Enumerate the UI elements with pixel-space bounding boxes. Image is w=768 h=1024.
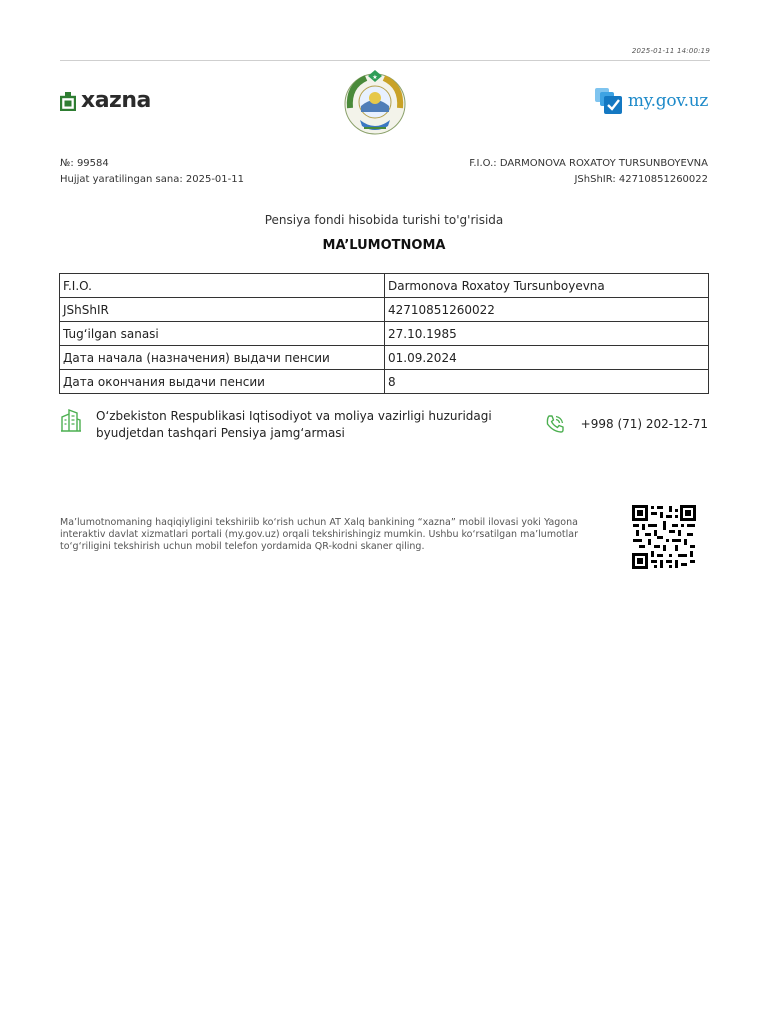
table-row <box>60 346 709 370</box>
holder-jshshir: JShShIR: 42710851260022 <box>574 174 708 185</box>
xazna-logo-icon <box>60 91 76 111</box>
info-table <box>59 273 709 394</box>
document-subtitle: Pensiya fondi hisobida turishi to'g'risida <box>264 213 504 227</box>
document-title: MA’LUMOTNOMA <box>322 238 446 253</box>
phone-block <box>545 414 708 434</box>
xazna-logo <box>60 88 151 113</box>
table-value: Darmonova Roxatoy Tursunboyevna <box>385 274 709 298</box>
timestamp: 2025-01-11 14:00:19 <box>631 47 710 55</box>
organization-name-line1: O‘zbekiston Respublikasi Iqtisodiyot va moliya vazirligi huzuridagi <box>96 409 492 423</box>
mygov-logo-text: my.gov.uz <box>627 91 708 111</box>
table-value: 27.10.1985 <box>385 322 709 346</box>
table-key: Tug‘ilgan sanasi <box>60 322 385 346</box>
state-emblem <box>340 68 410 138</box>
table-key: JShShIR <box>60 298 385 322</box>
table-row <box>60 370 709 394</box>
document-meta-left <box>60 156 244 188</box>
holder-fio: F.I.O.: DARMONOVA ROXATOY TURSUNBOYEVNA <box>469 158 708 169</box>
table-key: Дата окончания выдачи пенсии <box>60 370 385 394</box>
table-row <box>60 298 709 322</box>
table-value: 01.09.2024 <box>385 346 709 370</box>
table-row <box>60 274 709 298</box>
document-number: №: 99584 <box>60 158 109 169</box>
svg-text:★: ★ <box>372 74 378 81</box>
table-value: 8 <box>385 370 709 394</box>
table-key: Дата начала (назначения) выдачи пенсии <box>60 346 385 370</box>
mygov-logo-icon <box>594 86 624 116</box>
organization-name <box>96 408 496 442</box>
organization-block <box>60 408 496 442</box>
phone-icon <box>545 414 565 434</box>
table-key: F.I.O. <box>60 274 385 298</box>
mygov-logo <box>594 86 708 116</box>
building-icon <box>60 408 82 432</box>
table-value: 42710851260022 <box>385 298 709 322</box>
xazna-logo-text: xazna <box>81 88 151 113</box>
organization-name-line2: byudjetdan tashqari Pensiya jamg‘armasi <box>96 426 345 440</box>
top-divider <box>60 60 710 61</box>
table-row <box>60 322 709 346</box>
qr-code <box>631 504 697 570</box>
document-meta-right <box>469 156 708 188</box>
document-created-date: Hujjat yaratilingan sana: 2025-01-11 <box>60 174 244 185</box>
verification-note: Ma’lumotnomaning haqiqiyligini tekshiriib ko‘rish uchun AT Xalq bankining “xazna” mobil ilovasi yoki Yagona interaktiv davlat xizmatlari portali (my.gov.uz) orqali tekshirishingiz mumkin. Ushbu ko‘rsatilgan ma’lumotlar to‘g‘riligini tekshirish uchun mobil telefon yordamida QR-kodni skaner qiling. <box>60 517 578 552</box>
phone-number: +998 (71) 202-12-71 <box>580 417 708 431</box>
